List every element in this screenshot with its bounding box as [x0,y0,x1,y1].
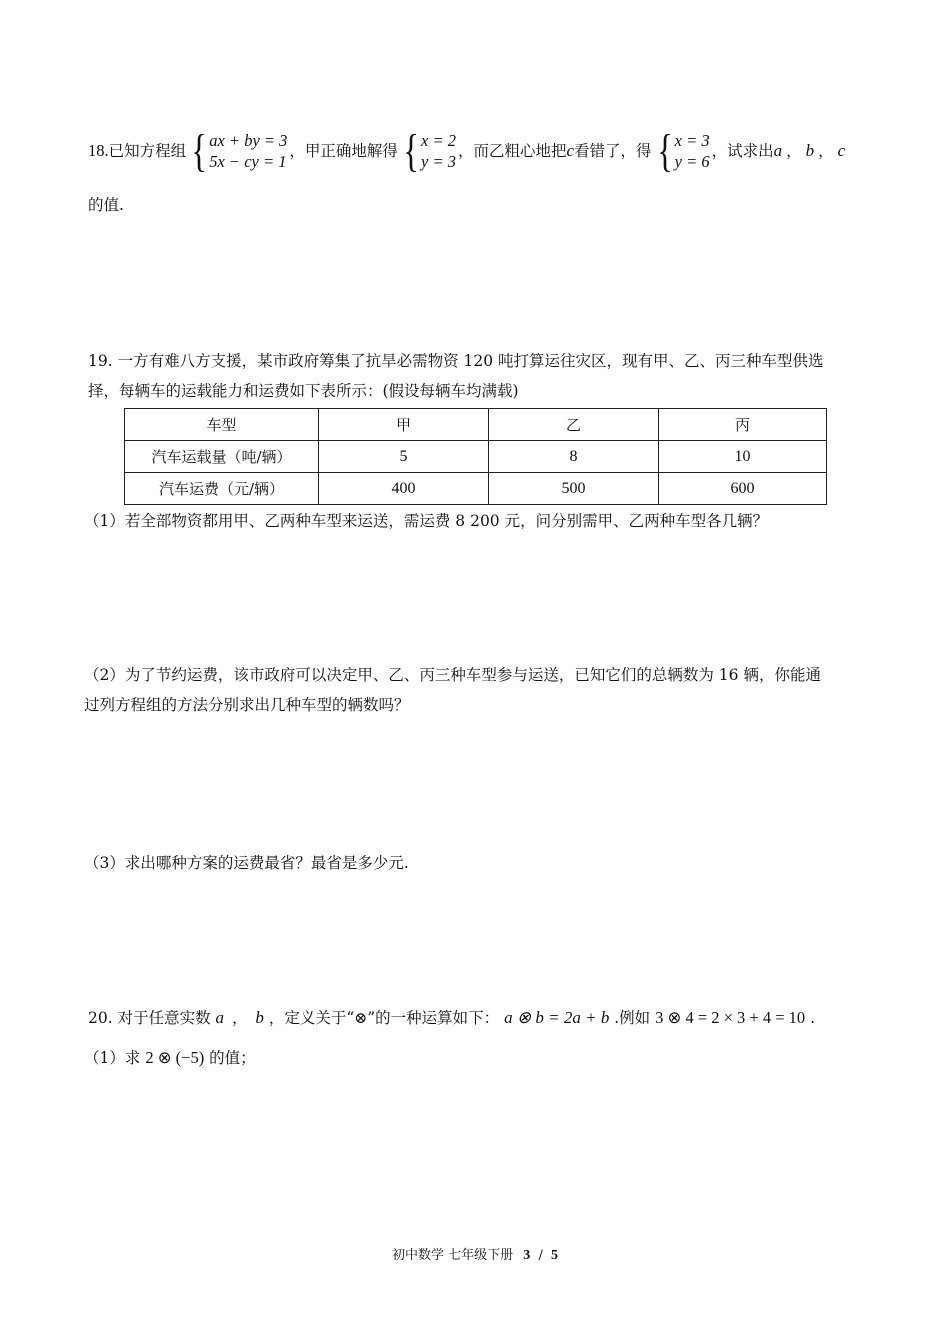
table-cell: 10 [659,441,827,473]
page-footer [0,1244,950,1264]
question-19-part-2 [84,660,864,720]
table-header-cell: 甲 [319,409,489,441]
question-18-text-1: ，甲正确地解得 [289,142,398,160]
question-19-part-2-line-2: 过列方程组的方法分别求出几种车型的辆数吗？ [84,696,410,714]
question-18-lead: 已知方程组 [108,142,187,160]
equation-1: ax + by = 3 [209,131,288,150]
question-20-part-1 [84,1043,864,1073]
question-19-intro [88,346,864,406]
solution-jia-y: y = 3 [421,152,456,171]
variable-a: a [773,141,783,160]
left-brace-icon: { [191,125,207,176]
page-number: 3 [523,1248,531,1263]
question-20-text: ，定义关于“⊗”的一种运算如下： [268,1009,500,1027]
page-separator: / [538,1248,543,1263]
question-19-line-2: 择，每辆车的运载能力和运费如下表所示：(假设每辆车均满载) [88,382,519,400]
question-20 [84,1003,864,1073]
table-header-cell: 乙 [489,409,659,441]
variable-b: b [255,1008,264,1027]
question-18-line-1 [88,125,864,176]
comma: ， [231,1009,248,1027]
question-19-part-2-line-1: （2）为了节约运费，该市政府可以决定甲、乙、丙三种车型参与运送，已知它们的总辆数为 16 辆，你能通 [84,666,821,684]
solution-jia-x: x = 2 [421,131,456,150]
question-20-part-1-tail: 的值； [209,1049,256,1067]
variable-c: c [837,141,846,160]
operation-example: 3 ⊗ 4 = 2 × 3 + 4 = 10 [655,1008,806,1027]
variable-c: c [566,141,575,160]
equation-system [188,125,288,176]
question-18-text-4: ，试求出 [711,142,774,160]
table-cell: 汽车运载量（吨/辆） [125,441,319,473]
table-cell: 600 [659,473,827,505]
question-18-number: 18. [88,141,109,160]
solution-yi [654,125,710,176]
question-18 [88,125,864,220]
variable-b: b [805,141,815,160]
comma: ， [818,142,834,160]
question-20-part-1-lead: （1）求 [84,1049,141,1067]
left-brace-icon: { [656,125,673,176]
table-row [125,473,827,505]
question-20-part-1-expression: 2 ⊗ (−5) [145,1048,205,1067]
question-18-line-2: 的值. [88,196,124,214]
table-cell: 汽车运费（元/辆） [125,473,319,505]
table-header-cell: 车型 [125,409,319,441]
solution-yi-y: y = 6 [674,152,710,171]
solution-yi-x: x = 3 [674,131,710,150]
table-row [125,409,827,441]
equation-2: 5x − cy = 1 [209,152,287,171]
footer-text: 初中数学 七年级下册 [392,1248,514,1263]
table-cell: 5 [319,441,489,473]
operation-definition: a ⊗ b = 2a + b [504,1008,610,1027]
question-18-text-3: 看错了，得 [574,142,652,160]
page-total: 5 [550,1248,558,1263]
question-19-part-1: （1）若全部物资都用甲、乙两种车型来运送，需运费 8 200 元，问分别需甲、乙两种车型各几辆？ [84,512,769,530]
question-18-text-2: ，而乙粗心地把 [457,142,567,160]
table-cell: 500 [489,473,659,505]
left-brace-icon: { [403,125,419,176]
solution-jia [400,125,456,176]
question-20-lead: 20. 对于任意实数 [88,1009,211,1027]
question-20-line-1 [88,1003,864,1033]
variable-a: a [215,1008,225,1027]
question-20-example-lead: .例如 [614,1009,651,1027]
period: . [810,1009,816,1027]
question-19-line-1: 19. 一方有难八方支援，某市政府筹集了抗旱必需物资 120 吨打算运往灾区，现有甲、乙、丙三种车型供选 [88,352,824,370]
comma: ， [786,142,802,160]
table-header-cell: 丙 [659,409,827,441]
table-cell: 400 [319,473,489,505]
vehicle-table [124,408,827,505]
table-cell: 8 [489,441,659,473]
question-19-part-3: （3）求出哪种方案的运费最省？最省是多少元. [84,854,409,872]
table-row [125,441,827,473]
